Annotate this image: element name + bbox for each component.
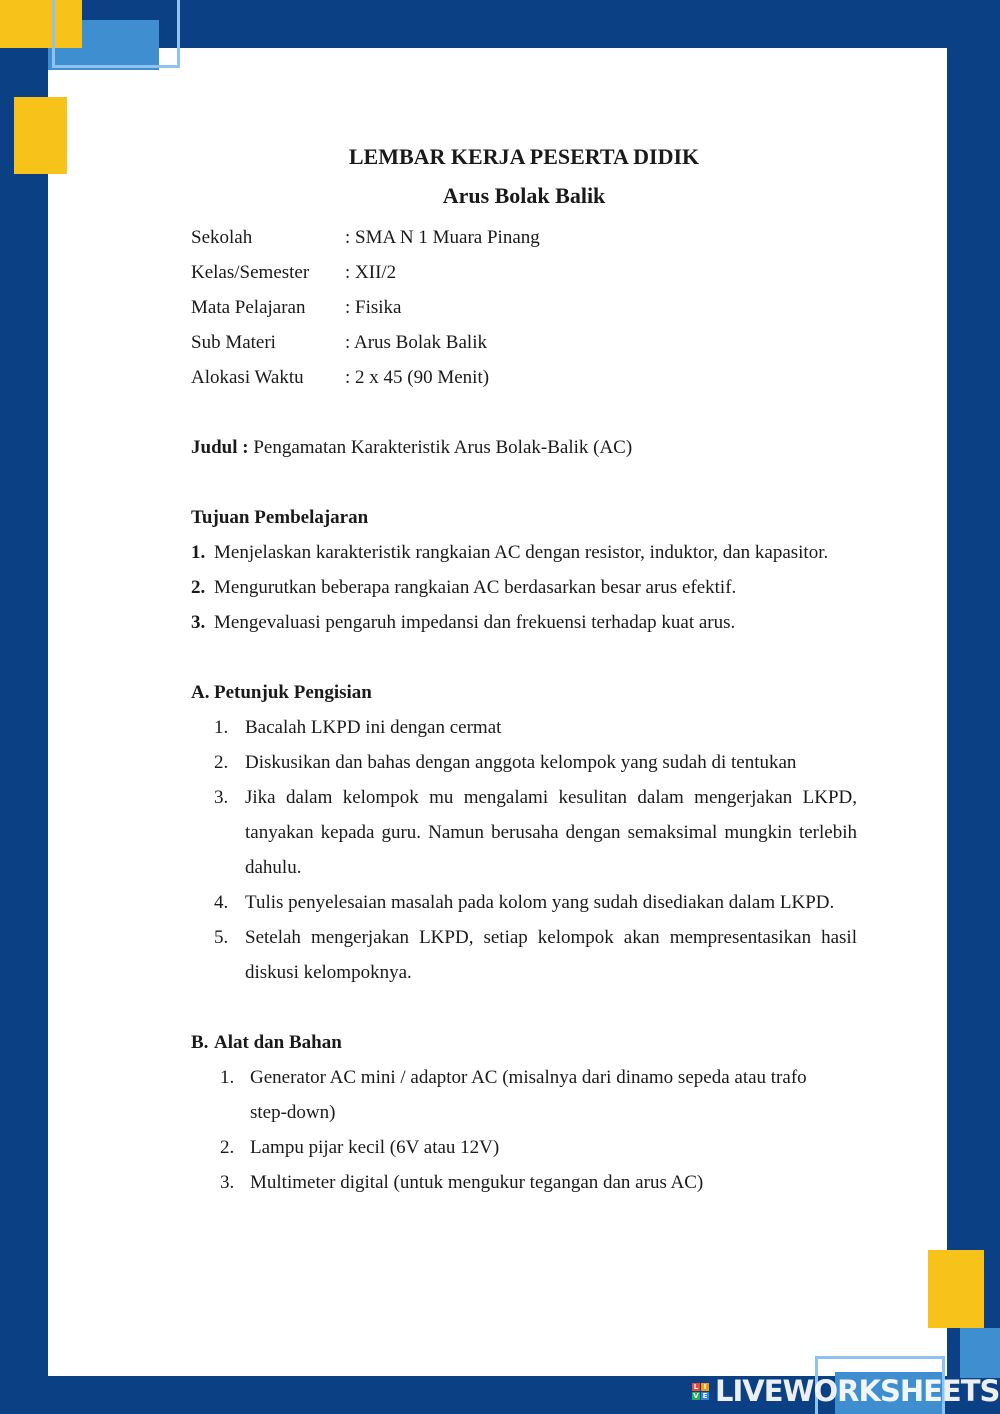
list-number: 3. xyxy=(191,612,206,633)
list-item xyxy=(214,780,857,885)
info-value: : XII/2 xyxy=(345,262,397,283)
list-text: Setelah mengerjakan LKPD, setiap kelompok akan mempresentasikan hasil diskusi kelompoknya. xyxy=(245,927,857,983)
decor-yellow-block xyxy=(14,97,67,174)
tujuan-list xyxy=(191,535,857,640)
list-text: Mengurutkan beberapa rangkaian AC berdasarkan besar arus efektif. xyxy=(214,577,737,598)
list-item xyxy=(214,745,857,780)
judul-line xyxy=(191,430,857,465)
list-number: 5. xyxy=(214,927,229,948)
spacer xyxy=(191,395,857,430)
decor-outline-frame xyxy=(52,0,180,68)
list-number: 4. xyxy=(214,892,229,913)
liveworksheets-logo xyxy=(692,1374,999,1408)
list-text: Diskusikan dan bahas dengan anggota kelompok yang sudah di tentukan xyxy=(245,752,797,773)
worksheet-content xyxy=(191,140,857,1200)
decor-blue-block xyxy=(960,1328,1000,1378)
list-text: Tulis penyelesaian masalah pada kolom yang sudah disediakan dalam LKPD. xyxy=(245,892,835,913)
info-label: Sub Materi xyxy=(191,332,276,353)
decor-yellow-block xyxy=(928,1250,984,1328)
list-number: 2. xyxy=(220,1137,235,1158)
alat-list xyxy=(191,1060,857,1200)
section-b-heading xyxy=(191,1025,857,1060)
petunjuk-list xyxy=(191,710,857,990)
list-number: 3. xyxy=(220,1172,235,1193)
info-row xyxy=(191,325,857,360)
list-text: Multimeter digital (untuk mengukur tegangan dan arus AC) xyxy=(250,1172,704,1193)
info-value: : Arus Bolak Balik xyxy=(345,332,487,353)
section-title: Alat dan Bahan xyxy=(214,1032,342,1053)
list-item xyxy=(214,920,857,990)
logo-grid-icon xyxy=(692,1383,709,1400)
judul-text: Pengamatan Karakteristik Arus Bolak-Balik (AC) xyxy=(253,437,633,458)
list-number: 1. xyxy=(220,1067,235,1088)
list-text: Lampu pijar kecil (6V atau 12V) xyxy=(250,1137,500,1158)
list-number: 3. xyxy=(214,787,229,808)
page-title: LEMBAR KERJA PESERTA DIDIK xyxy=(348,144,700,169)
section-letter: B. xyxy=(191,1032,209,1053)
list-item xyxy=(214,885,857,920)
list-item xyxy=(191,570,857,605)
info-table xyxy=(191,220,857,395)
info-row xyxy=(191,220,857,255)
list-item xyxy=(214,710,857,745)
list-number: 2. xyxy=(191,577,206,598)
info-value: : SMA N 1 Muara Pinang xyxy=(345,227,540,248)
info-value: : Fisika xyxy=(345,297,402,318)
section-title: Petunjuk Pengisian xyxy=(214,682,372,703)
logo-grid-cell: L xyxy=(693,1382,699,1391)
list-item xyxy=(220,1060,857,1130)
info-value: : 2 x 45 (90 Menit) xyxy=(345,367,490,388)
section-a-heading xyxy=(191,675,857,710)
list-item xyxy=(220,1130,857,1165)
section-letter: A. xyxy=(191,682,210,703)
page-subtitle: Arus Bolak Balik xyxy=(442,183,606,208)
logo-grid-cell: E xyxy=(702,1391,708,1400)
list-number: 2. xyxy=(214,752,229,773)
info-row xyxy=(191,360,857,395)
list-text: Bacalah LKPD ini dengan cermat xyxy=(245,717,502,738)
spacer xyxy=(191,640,857,675)
tujuan-heading: Tujuan Pembelajaran xyxy=(191,507,369,528)
list-number: 1. xyxy=(191,542,206,563)
logo-text: LIVEWORKSHEETS xyxy=(715,1374,1000,1408)
judul-label: Judul : xyxy=(191,437,249,458)
logo-grid-cell: I xyxy=(701,1383,709,1391)
info-label: Alokasi Waktu xyxy=(191,367,304,388)
spacer xyxy=(191,990,857,1025)
list-text: Mengevaluasi pengaruh impedansi dan frekuensi terhadap kuat arus. xyxy=(214,612,736,633)
list-item xyxy=(220,1165,857,1200)
frame-left xyxy=(0,0,48,1414)
list-text: Generator AC mini / adaptor AC (misalnya dari dinamo sepeda atau trafo step-down) xyxy=(250,1067,807,1123)
spacer xyxy=(191,465,857,500)
list-number: 1. xyxy=(214,717,229,738)
list-item xyxy=(191,535,857,570)
list-text: Jika dalam kelompok mu mengalami kesulitan dalam mengerjakan LKPD, tanyakan kepada guru. Namun berusaha dengan semaksimal mungkin terlebih dahulu. xyxy=(245,787,857,878)
info-label: Mata Pelajaran xyxy=(191,297,306,318)
info-row xyxy=(191,255,857,290)
info-label: Sekolah xyxy=(191,227,253,248)
frame-right xyxy=(947,0,1000,1414)
logo-grid-cell: V xyxy=(693,1391,699,1400)
list-text: Menjelaskan karakteristik rangkaian AC dengan resistor, induktor, dan kapasitor. xyxy=(214,542,829,563)
list-item xyxy=(191,605,857,640)
info-label: Kelas/Semester xyxy=(191,262,310,283)
info-row xyxy=(191,290,857,325)
